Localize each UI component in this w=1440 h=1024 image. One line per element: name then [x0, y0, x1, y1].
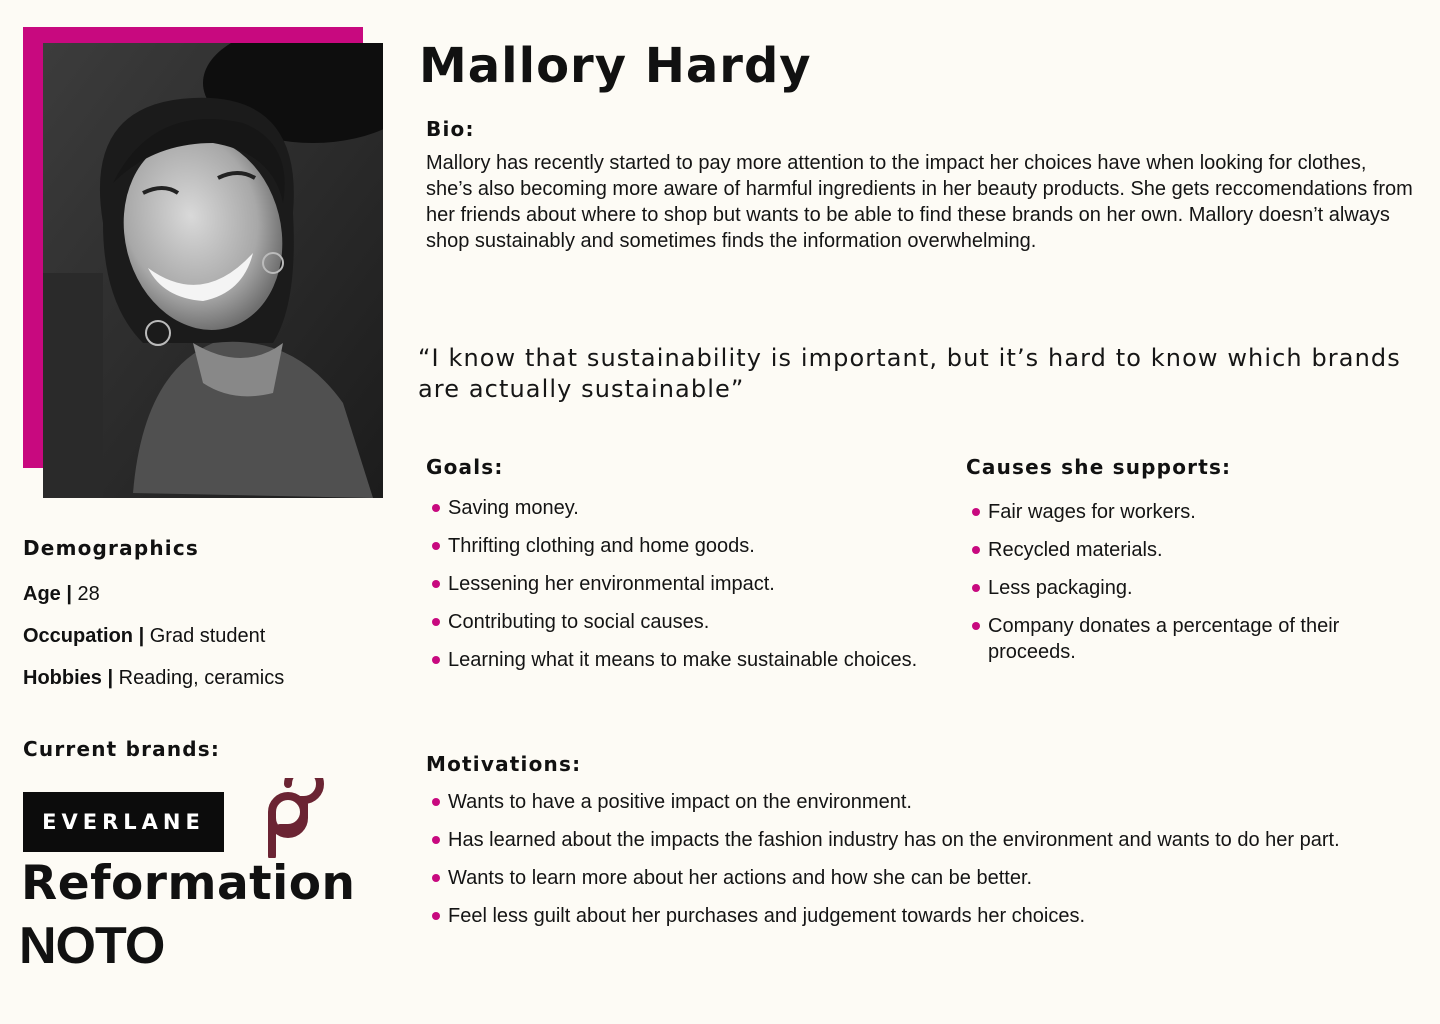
goal-item: Contributing to social causes.	[426, 609, 926, 635]
cause-item: Less packaging.	[966, 575, 1416, 601]
motivation-item: Feel less guilt about her purchases and judgement towards her choices.	[426, 903, 1416, 929]
bullet-dot-icon	[432, 580, 440, 588]
goals-list	[426, 495, 926, 685]
bio-text: Mallory has recently started to pay more attention to the impact her choices have when looking for clothes, she’s also becoming more aware of harmful ingredients in her beauty products. She gets reccomendations from her friends about where to shop but wants to be able to find these brands on her own. Mallory doesn’t always shop sustainably and sometimes finds the information overwhelming.	[426, 152, 1413, 252]
motivations-list	[426, 789, 1416, 941]
demographics-heading: Demographics	[23, 536, 199, 560]
cause-item: Company donates a percentage of their proceeds.	[966, 613, 1416, 665]
bio-heading: Bio:	[426, 117, 475, 141]
bullet-dot-icon	[432, 912, 440, 920]
persona-name: Mallory Hardy	[419, 38, 812, 94]
goal-item: Lessening her environmental impact.	[426, 571, 926, 597]
bullet-dot-icon	[432, 874, 440, 882]
everlane-logo: EVERLANE	[23, 792, 224, 852]
demographic-age: Age | 28	[23, 583, 100, 605]
bullet-dot-icon	[432, 798, 440, 806]
bullet-dot-icon	[432, 656, 440, 664]
goal-item: Learning what it means to make sustainable choices.	[426, 647, 926, 673]
noto-logo: NOTO	[19, 917, 165, 975]
cause-item: Fair wages for workers.	[966, 499, 1416, 525]
goal-item: Thrifting clothing and home goods.	[426, 533, 926, 559]
causes-list	[966, 499, 1416, 677]
poshmark-logo-icon	[250, 778, 325, 858]
goal-item: Saving money.	[426, 495, 926, 521]
motivation-item: Wants to learn more about her actions and how she can be better.	[426, 865, 1416, 891]
motivation-item: Has learned about the impacts the fashion industry has on the environment and wants to do her part.	[426, 827, 1416, 853]
motivation-item: Wants to have a positive impact on the environment.	[426, 789, 1416, 815]
motivations-heading: Motivations:	[426, 752, 582, 776]
brands-heading: Current brands:	[23, 737, 221, 761]
bullet-dot-icon	[432, 618, 440, 626]
bullet-dot-icon	[972, 546, 980, 554]
bullet-dot-icon	[432, 542, 440, 550]
bullet-dot-icon	[972, 584, 980, 592]
bullet-dot-icon	[432, 504, 440, 512]
cause-item: Recycled materials.	[966, 537, 1416, 563]
bullet-dot-icon	[972, 508, 980, 516]
goals-heading: Goals:	[426, 455, 504, 479]
demographic-occupation: Occupation | Grad student	[23, 625, 266, 647]
bullet-dot-icon	[972, 622, 980, 630]
portrait-illustration	[43, 43, 383, 498]
causes-heading: Causes she supports:	[966, 455, 1232, 479]
demographic-hobbies: Hobbies | Reading, ceramics	[23, 667, 285, 689]
reformation-logo: Reformation	[21, 856, 356, 911]
bullet-dot-icon	[432, 836, 440, 844]
persona-photo	[43, 43, 383, 498]
persona-quote: “I know that sustainability is important, but it’s hard to know which brands are actually sustainable”	[418, 344, 1401, 403]
